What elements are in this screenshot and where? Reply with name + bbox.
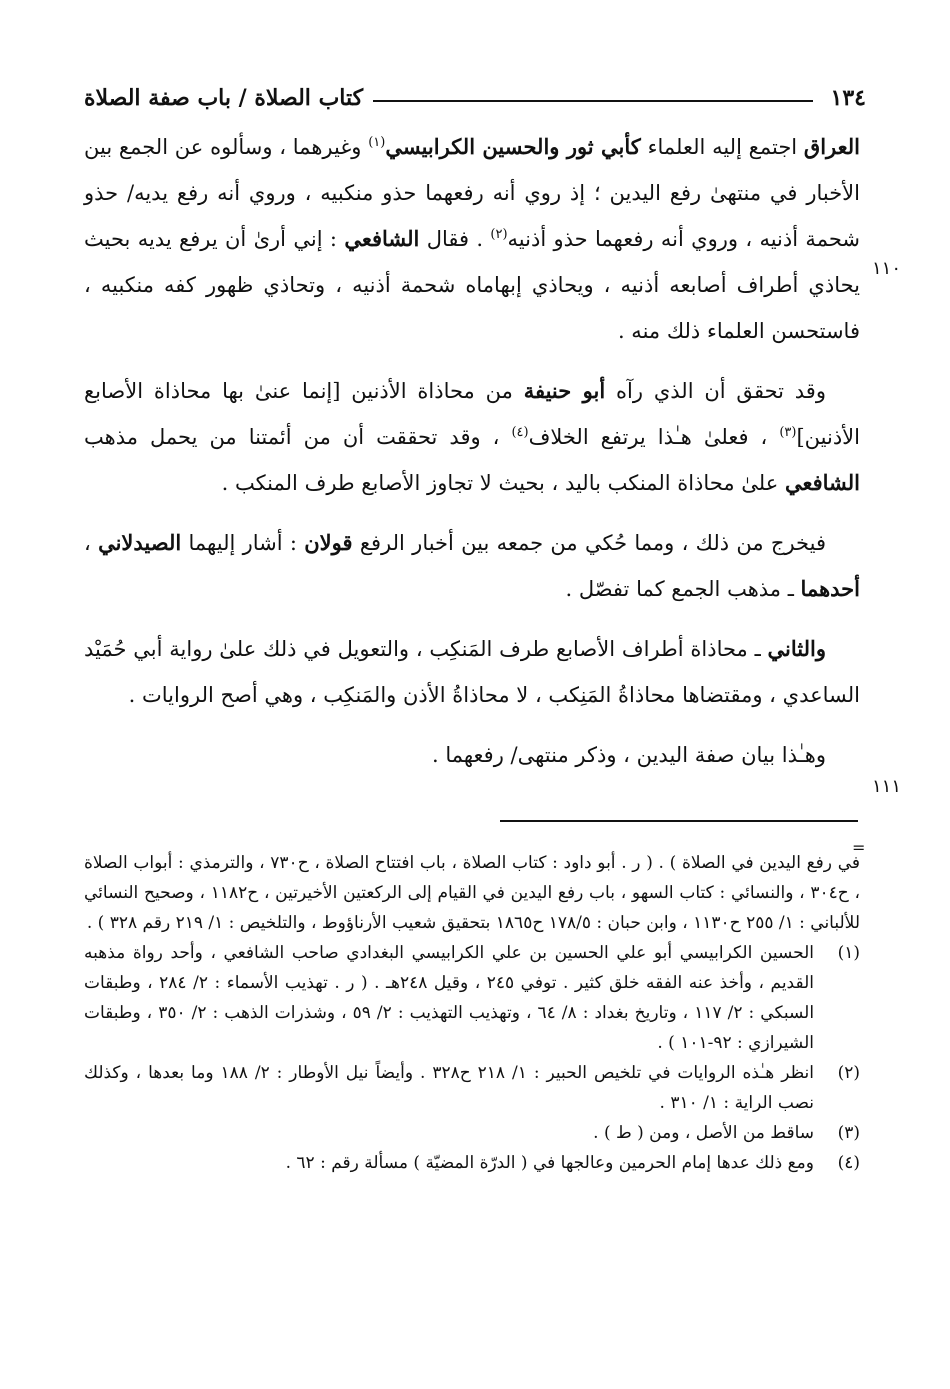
paragraph: وقد تحقق أن الذي رآه أبو حنيفة من محاذاة الأذنين [إنما عنىٰ بها محاذاة الأصابع الأذنين]$^{(٣)}$ ، فعلىٰ هـٰذا يرتفع الخلاف$^{(٤)}$ ، وقد تحققت أن من أئمتنا من يحمل مذهب الشافعي علىٰ محاذاة المنكب باليد ، بحيث لا تجاوز الأصابع طرف المنكب . xyxy=(84,378,860,495)
footnote-text: ومع ذلك عدها إمام الحرمين وعالجها في ( الدرّة المضيّة ) مسألة رقم : ٦٢ . xyxy=(285,1153,814,1173)
running-header xyxy=(84,78,866,118)
paragraph: وهـٰذا بيان صفة اليدين ، وذكر منتهى/ رفعهما . xyxy=(431,743,826,767)
continuation-mark: = xyxy=(852,838,866,857)
footnote-number: (١) xyxy=(837,943,860,963)
page-number: ١٣٤ xyxy=(830,85,866,111)
footnote-item xyxy=(84,938,860,1058)
footnote-text: ساقط من الأصل ، ومن ( ط ) . xyxy=(593,1123,814,1143)
header-title: كتاب الصلاة / باب صفة الصلاة xyxy=(84,85,364,111)
paragraph: العراق اجتمع إليه العلماء كأبي ثور والحسين الكرابيسي$^{(١)}$ وغيرهما ، وسألوه عن الجمع بين الأخبار في منتهىٰ رفع اليدين ؛ إذ روي أنه رفعهما حذو منكبيه ، وروي أنه رفع يديه/ حذو شحمة أذنيه ، وروي أنه رفعهما حذو أذنيه$^{(٢)}$ . فقال الشافعي : إني أرىٰ أن يرفع يديه بحيث يحاذي أطراف أصابعه أذنيه ، ويحاذي إبهاماه شحمة أذنيه ، وتحاذي ظهور كفه منكبيه ، فاستحسن العلماء ذلك منه . xyxy=(84,134,861,343)
footnote-text: الحسين الكرابيسي أبو علي الحسين بن علي الكرابيسي البغدادي صاحب الشافعي ، وأحد رواة مذهبه القديم ، وأخذ عنه الفقه خلق كثير . توفي ٢٤٥ ، وقيل ٢٤٨هـ . ( ر . تهذيب الأسماء : ٢/ ٢٨٤ ، وطبقات السبكي : ٢/ ١١٧ ، وتاريخ بغداد : ٨/ ٦٤ ، وتهذيب التهذيب : ٢/ ٥٩ ، وشذرات الذهب : ٢/ ٣٥٠ ، وطبقات الشيرازي : ٩٢-١٠١ ) . xyxy=(84,943,815,1053)
footnote-item xyxy=(84,1058,860,1118)
main-text xyxy=(84,124,860,792)
footnote-item xyxy=(84,1148,860,1178)
footnote-continuation: في رفع اليدين في الصلاة ) . ( ر . أبو داود : كتاب الصلاة ، باب افتتاح الصلاة ، ح٧٣٠ ، والترمذي : أبواب الصلاة ، ح٣٠٤ ، والنسائي : كتاب السهو ، باب رفع اليدين في القيام إلى الركعتين الأخيرتين ، ح١١٨٢ ، وصحيح النسائي للألباني : ١/ ٢٥٥ ح١١٣٠ ، وابن حبان : ١٧٨/٥ ح١٨٦٥ بتحقيق شعيب الأرناؤوط ، والتلخيص : ١/ ٢١٩ رقم ٣٢٨ ) . xyxy=(84,853,860,933)
paragraph: والثاني ـ محاذاة أطراف الأصابع طرف المَنكِب ، والتعويل في ذلك علىٰ رواية أبي حُمَيْد الساعدي ، ومقتضاها محاذاةُ المَنِكب ، لا محاذاةُ الأذن والمَنكِب ، وهي أصح الروايات . xyxy=(84,636,860,707)
footnote-number: (٣) xyxy=(837,1123,860,1143)
footnote-number: (٤) xyxy=(837,1153,860,1173)
paragraph: فيخرج من ذلك ، ومما حُكي من جمعه بين أخبار الرفع قولان : أشار إليهما الصيدلاني ، أحدهما ـ مذهب الجمع كما تفصّل . xyxy=(84,530,860,601)
footnote-text: انظر هـٰذه الروايات في تلخيص الحبير : ١/ ٢١٨ ح٣٢٨ . وأيضاً نيل الأوطار : ٢/ ١٨٨ وما بعدها ، وكذلك نصب الراية : ١/ ٣١٠ . xyxy=(84,1063,814,1113)
footnote-item xyxy=(84,1118,860,1148)
footnote-number: (٢) xyxy=(837,1063,860,1083)
margin-note-111: ١١١ xyxy=(872,776,902,797)
footnotes xyxy=(84,848,860,1178)
margin-note-110: ١١٠ xyxy=(872,258,902,279)
header-rule xyxy=(373,100,812,102)
footnote-rule xyxy=(500,820,858,822)
